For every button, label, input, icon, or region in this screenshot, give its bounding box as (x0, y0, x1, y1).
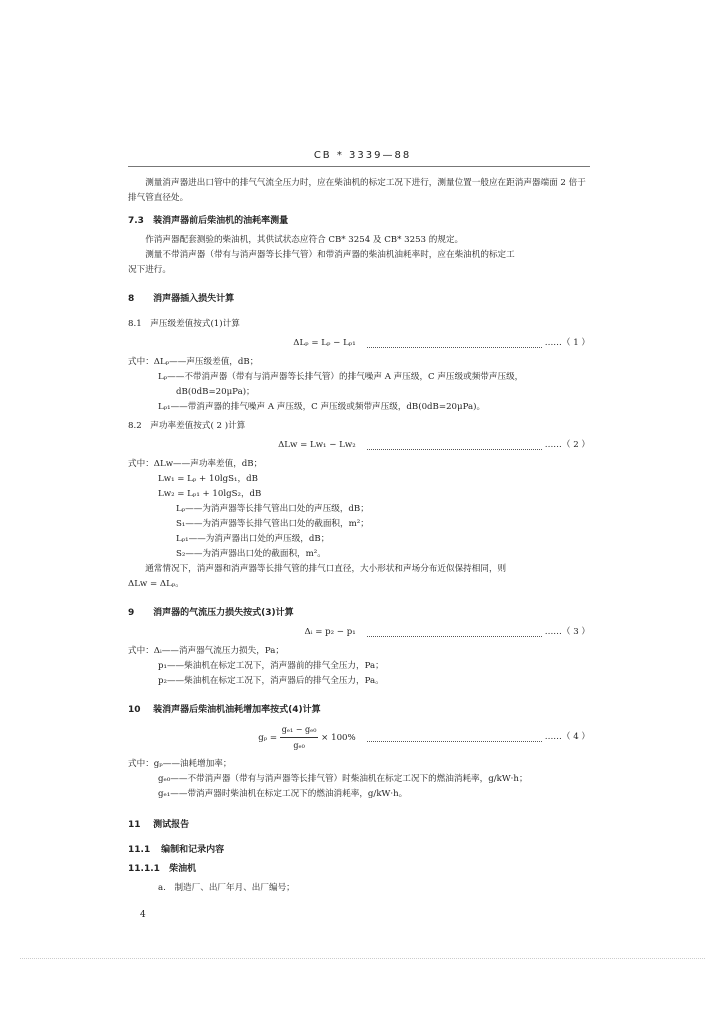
equation-1 (128, 336, 590, 351)
header-rule (128, 166, 590, 167)
equation-1-formula: ΔLₚ = Lₚ − Lₚ₁ (293, 338, 356, 348)
leader-dots (367, 628, 542, 637)
section-7-3-heading (128, 214, 590, 229)
section-title: 编制和记录内容 (161, 845, 225, 855)
equation-3-number: ……（ 3 ） (544, 627, 590, 637)
section-8-heading (128, 292, 590, 307)
section-10-heading (128, 703, 590, 718)
definition-line: Lw₂ = Lₚ₁ + 10lgS₂，dB (158, 489, 262, 499)
definition-line: 式中：Δᵢ——消声器气流压力损失，Pa； (128, 646, 284, 656)
equation-4-right: × 100% (321, 733, 356, 743)
section-8-2-formula-row (128, 419, 590, 434)
leader-dots (367, 441, 542, 450)
equation-4-number: ……（ 4 ） (544, 732, 590, 742)
definition-line: dB(0dB=20μPa)； (176, 387, 255, 397)
section-number: 8 (128, 294, 135, 304)
equation-2-formula: ΔLw = Lw₁ − Lw₂ (278, 440, 356, 450)
equation-4 (128, 722, 590, 753)
document-body (128, 176, 590, 896)
scan-edge-rule (20, 958, 705, 959)
definition-line: Lw₁ = Lₚ + 10lgS₁，dB (158, 474, 258, 484)
page-header: CB * 3339—88 (313, 150, 412, 161)
section-8-2-note-cont: ΔLw = ΔLₚ。 (128, 579, 184, 589)
list-item-a: a. 制造厂、出厂年月、出厂编号； (158, 883, 295, 893)
section-8-2-lead (128, 419, 245, 434)
definition-line: p₂——柴油机在标定工况下，消声器后的排气全压力，Pa。 (158, 676, 384, 686)
section-11-1-heading (128, 843, 590, 858)
equation-3 (128, 625, 590, 640)
fraction-denominator: gₑ₀ (293, 741, 305, 750)
definition-line: Lₚ——不带消声器（带有与消声器等长排气管）的排气噪声 A 声压级，C 声压级或频带声压级， (158, 372, 524, 382)
leader-dots (367, 733, 542, 742)
intro-paragraph: 测量消声器进出口管中的排气气流全压力时，应在柴油机的标定工况下进行，测量位置一般应在距消声器端面 2 倍于排气管直径处。 (128, 178, 586, 203)
definition-line: p₁——柴油机在标定工况下，消声器前的排气全压力，Pa； (158, 661, 384, 671)
equation-4-formula (258, 722, 364, 753)
section-number: 7.3 (128, 216, 144, 226)
section-8-1-lead (128, 317, 240, 332)
section-number: 8.1 (128, 319, 142, 329)
section-8-2-note: 通常情况下，消声器和消声器等长排气管的排气口直径，大小形状和声场分布近似保持相同，则 (145, 564, 507, 574)
equation-1-number: ……（ 1 ） (544, 338, 590, 348)
section-11-1-1-heading (128, 862, 590, 877)
section-number: 9 (128, 608, 135, 618)
equation-3-formula: Δᵢ = p₂ − p₁ (304, 627, 356, 637)
definition-line: Lₚ₁——为消声器出口处的声压级，dB； (176, 534, 330, 544)
section-lead-text: 声功率差值按式( 2 )计算 (150, 421, 246, 431)
section-title: 装消声器前后柴油机的油耗率测量 (153, 216, 289, 226)
section-number: 11.1.1 (128, 864, 160, 874)
section-number: 11 (128, 820, 141, 830)
section-number: 8.2 (128, 421, 142, 431)
definition-line: gₑ₁——带消声器时柴油机在标定工况下的燃油消耗率，g/kW·h。 (158, 789, 408, 799)
definition-line: 式中：ΔLw——声功率差值，dB； (128, 459, 263, 469)
equation-2-number: ……（ 2 ） (544, 440, 590, 450)
definition-line: gₑ₀——不带消声器（带有与消声器等长排气管）时柴油机在标定工况下的燃油消耗率，g/kW·h； (158, 774, 528, 784)
section-7-3-paragraph-1: 作消声器配套测验的柴油机，其供试状态应符合 CB* 3254 及 CB* 3253 的规定。 (145, 235, 464, 245)
definition-line: S₁——为消声器等长排气管出口处的截面积，m²； (176, 519, 369, 529)
definition-line: 式中：gₚ——油耗增加率； (128, 759, 232, 769)
section-lead-text: 声压级差值按式(1)计算 (150, 319, 240, 329)
section-title: 柴油机 (169, 864, 197, 874)
definition-line: S₂——为消声器出口处的截面积，m²。 (176, 549, 326, 559)
definition-line: Lₚ——为消声器等长排气管出口处的声压级，dB； (176, 504, 369, 514)
definition-line: 式中：ΔLₚ——声压级差值，dB； (128, 357, 259, 367)
page-number: 4 (140, 910, 146, 920)
definition-line: Lₚ₁——带消声器的排气噪声 A 声压级，C 声压级或频带声压级，dB(0dB=20μPa)。 (158, 402, 486, 412)
equation-4-left: gₚ = (258, 733, 278, 743)
equation-4-fraction (280, 722, 319, 753)
section-11-heading (128, 818, 590, 833)
leader-dots (367, 339, 542, 348)
fraction-numerator: gₑ₁ − gₑ₀ (280, 722, 319, 738)
section-title: 装消声器后柴油机油耗增加率按式(4)计算 (153, 705, 321, 715)
section-7-3-paragraph-2-cont: 况下进行。 (128, 265, 171, 275)
section-7-3-paragraph-2: 测量不带消声器（带有与消声器等长排气管）和带消声器的柴油机油耗率时，应在柴油机的标定工 (145, 250, 515, 260)
section-number: 11.1 (128, 845, 151, 855)
section-number: 10 (128, 705, 141, 715)
section-8-1-formula-row (128, 317, 590, 332)
section-title: 消声器的气流压力损失按式(3)计算 (153, 608, 294, 618)
section-title: 测试报告 (153, 820, 190, 830)
section-title: 消声器插入损失计算 (153, 294, 235, 304)
equation-2 (128, 438, 590, 453)
section-9-heading (128, 606, 590, 621)
